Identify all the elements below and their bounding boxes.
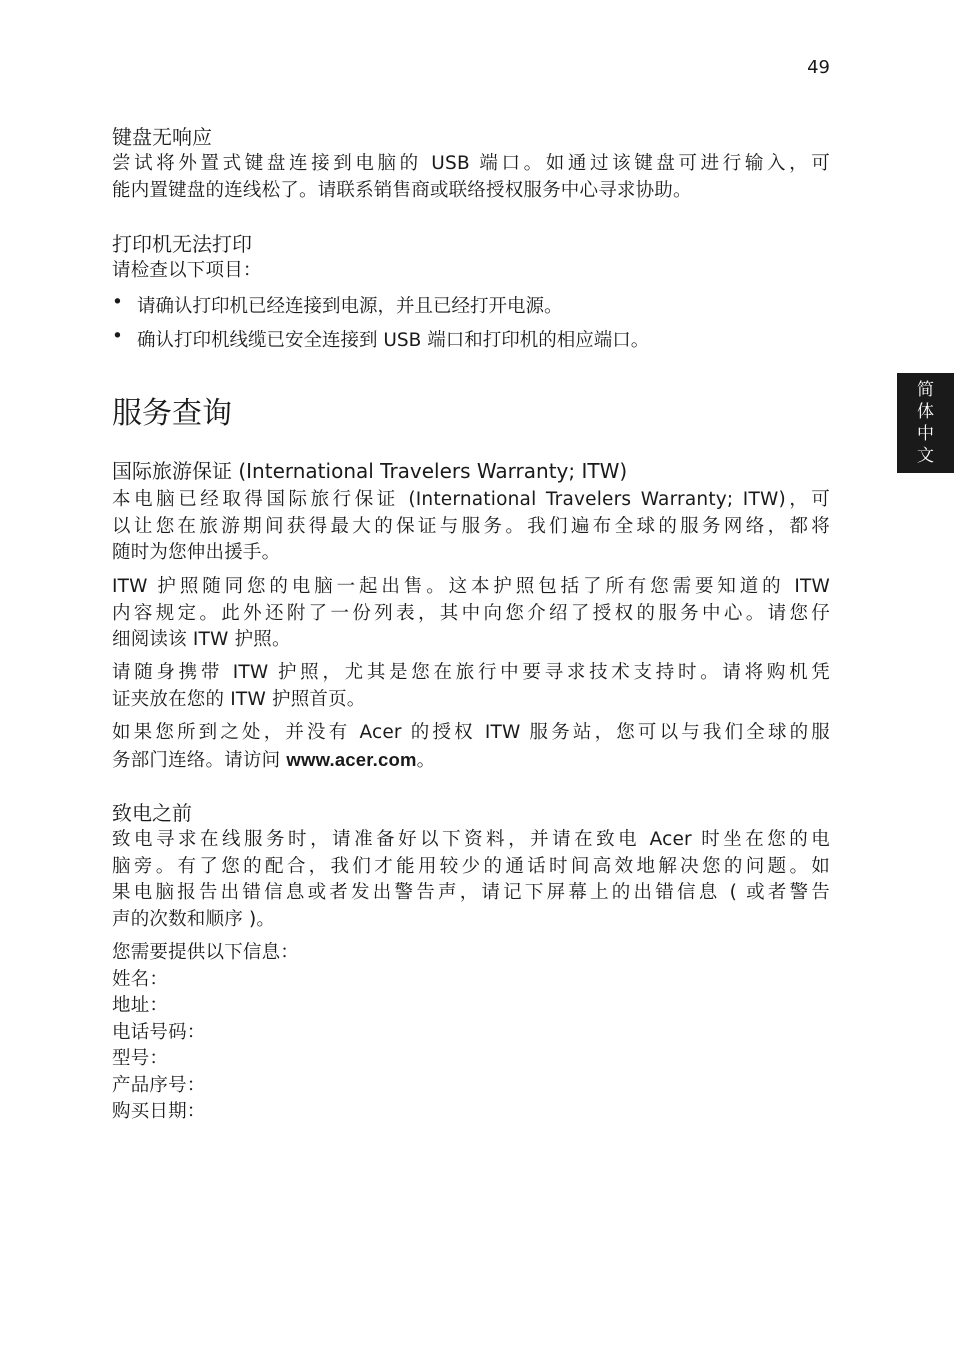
text-line: 内容规定。此外还附了一份列表，其中向您介绍了授权的服务中心。请您仔: [112, 602, 830, 624]
info-field: 型号：: [112, 1048, 169, 1069]
bullet-icon: •: [112, 326, 123, 347]
language-tab-char: 文: [917, 446, 934, 466]
text-line: 脑旁。有了您的配合，我们才能用较少的通话时间高效地解决您的问题。如: [112, 855, 830, 877]
text-line: 证夹放在您的 ITW 护照首页。: [112, 688, 366, 710]
text-line: 随时为您伸出援手。: [112, 542, 281, 563]
before-call-paragraph: [112, 827, 830, 933]
text-line: [112, 747, 830, 775]
page-number: 49: [807, 57, 830, 78]
text-fragment: 。: [416, 749, 436, 771]
text-line: ITW 护照随同您的电脑一起出售。这本护照包括了所有您需要知道的 ITW: [112, 576, 830, 597]
text-line: 尝试将外置式键盘连接到电脑的 USB 端口。如通过该键盘可进行输入，可: [112, 153, 830, 174]
info-field: 地址：: [112, 995, 169, 1016]
keyboard-paragraph: [112, 151, 830, 204]
language-tab: [897, 373, 954, 473]
text-fragment: 务部门连络。请访问: [112, 749, 287, 771]
text-line: 如果您所到之处，并没有 Acer 的授权 ITW 服务站，您可以与我们全球的服: [112, 722, 830, 743]
text-line: 致电寻求在线服务时，请准备好以下资料，并请在致电 Acer 时坐在您的电: [112, 829, 830, 850]
keyboard-heading: 键盘无响应: [112, 125, 212, 149]
info-field: 产品序号：: [112, 1074, 206, 1096]
itw-heading: 国际旅游保证 (International Travelers Warranty; ITW): [112, 459, 628, 483]
info-list: [112, 940, 830, 1126]
text-line: 本电脑已经取得国际旅行保证 (International Travelers Warranty; ITW)，可: [112, 489, 830, 510]
before-call-heading: 致电之前: [112, 801, 192, 825]
info-field: 购买日期：: [112, 1101, 206, 1122]
printer-heading: 打印机无法打印: [112, 232, 252, 256]
language-tab-char: 中: [917, 424, 934, 444]
info-field: 电话号码：: [112, 1021, 206, 1043]
printer-intro: 请检查以下项目：: [112, 260, 262, 281]
bullet-text: 请确认打印机已经连接到电源，并且已经打开电源。: [137, 296, 563, 317]
text-line: 细阅读该 ITW 护照。: [112, 629, 291, 650]
bullet-icon: •: [112, 292, 123, 313]
itw-paragraph-4: [112, 720, 830, 774]
bullet-text: 确认打印机线缆已安全连接到 USB 端口和打印机的相应端口。: [137, 330, 650, 351]
text-line: 请随身携带 ITW 护照，尤其是您在旅行中要寻求技术支持时。请将购机凭: [112, 662, 830, 683]
info-intro: 您需要提供以下信息：: [112, 942, 300, 963]
itw-paragraph-1: [112, 487, 830, 567]
info-field: 姓名：: [112, 968, 169, 990]
itw-paragraph-2: [112, 574, 830, 654]
text-line: 声的次数和顺序 )。: [112, 908, 276, 930]
language-tab-char: 体: [917, 402, 934, 422]
text-line: 果电脑报告出错信息或者发出警告声，请记下屏幕上的出错信息 ( 或者警告: [112, 882, 830, 903]
itw-paragraph-3: [112, 660, 830, 713]
acer-website-link[interactable]: www.acer.com: [286, 748, 417, 770]
section-title: 服务查询: [112, 396, 232, 431]
language-tab-char: 简: [917, 380, 934, 400]
text-line: 以让您在旅游期间获得最大的保证与服务。我们遍布全球的服务网络，都将: [112, 515, 830, 537]
text-line: 能内置键盘的连线松了。请联系销售商或联络授权服务中心寻求协助。: [112, 179, 692, 201]
